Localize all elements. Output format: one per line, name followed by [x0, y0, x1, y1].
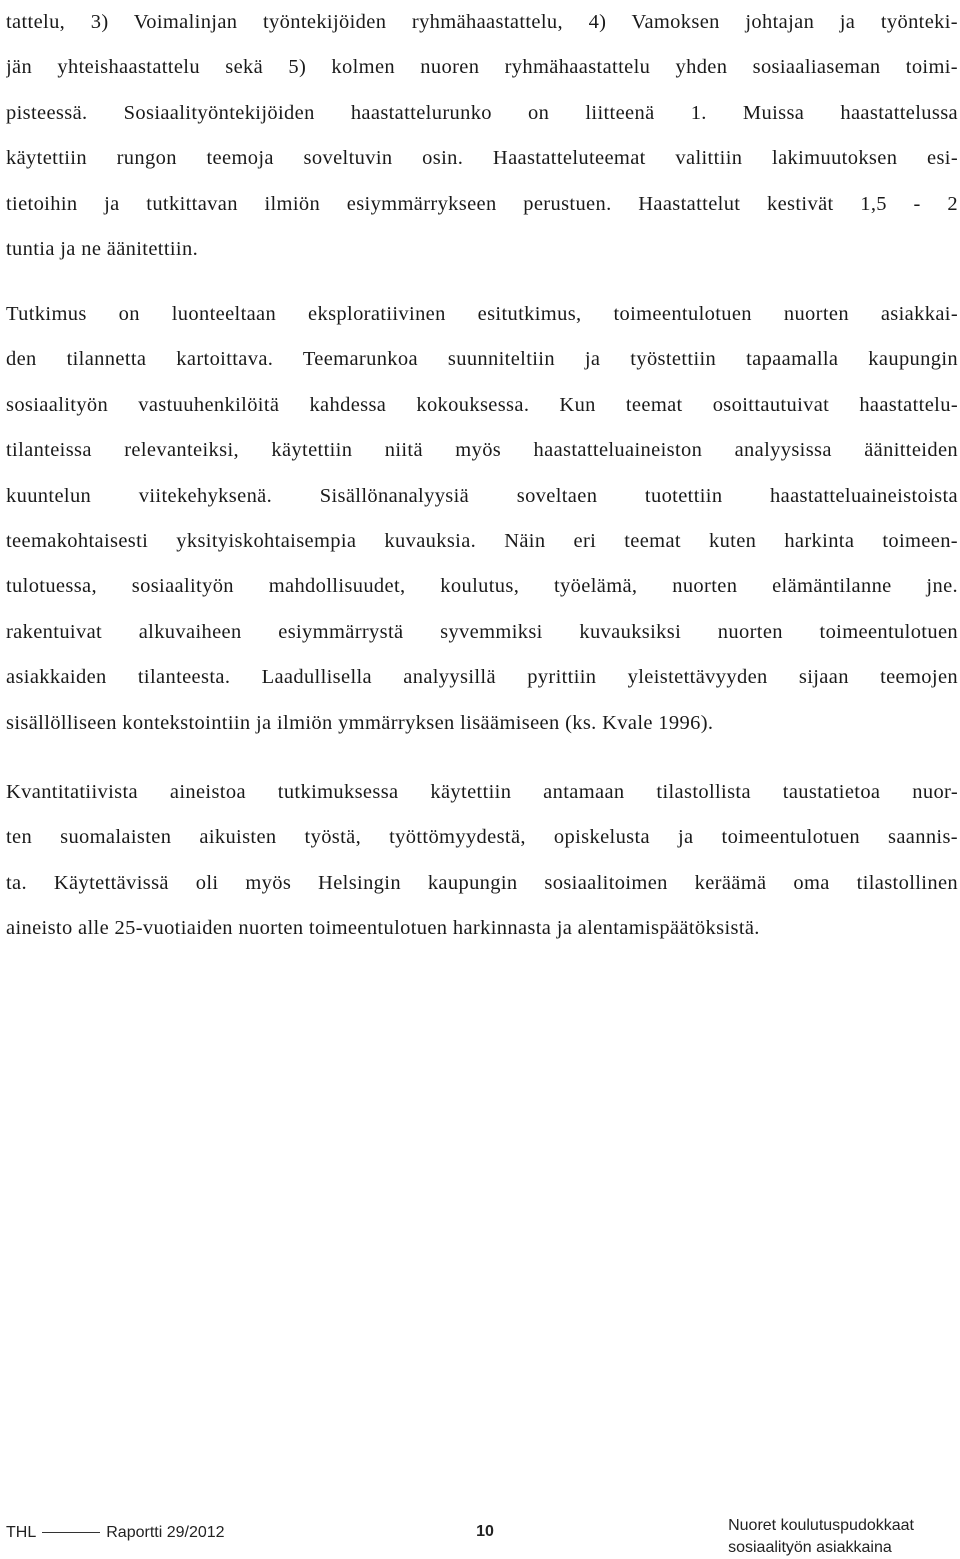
text-line: aineisto alle 25-vuotiaiden nuorten toimeentulotuen harkinnasta ja alentamispäätöksistä.	[6, 917, 760, 940]
footer-title-line-2: sosiaalityön asiakkaina	[728, 1539, 892, 1556]
footer-title-line-1: Nuoret koulutuspudokkaat	[728, 1517, 914, 1534]
footer-dash	[42, 1532, 100, 1533]
text-line: sosiaalityön vastuuhenkilöitä kahdessa kokouksessa. Kun teemat osoittautuivat haastattelu-	[6, 393, 958, 416]
paragraph-interviews	[6, 0, 958, 272]
text-line: ten suomalaisten aikuisten työstä, työttömyydestä, opiskelusta ja toimeentulotuen saannis-	[6, 826, 958, 849]
text-line: tulotuessa, sosiaalityön mahdollisuudet, koulutus, työelämä, nuorten elämäntilanne jne.	[6, 575, 958, 598]
text-line: pisteessä. Sosiaalityöntekijöiden haastattelurunko on liitteenä 1. Muissa haastattelussa	[6, 101, 958, 124]
text-line: tuntia ja ne äänitettiin.	[6, 237, 199, 260]
footer-title	[728, 1515, 914, 1559]
text-line: ta. Käytettävissä oli myös Helsingin kaupungin sosiaalitoimen keräämä oma tilastollinen	[6, 871, 958, 894]
text-line: käytettiin rungon teemoja soveltuvin osin. Haastatteluteemat valittiin lakimuutoksen esi-	[6, 147, 958, 170]
paragraph-quantitative	[6, 770, 958, 952]
page-footer	[0, 1503, 960, 1556]
text-line: rakentuivat alkuvaiheen esiymmärrystä syvemmiksi kuvauksiksi nuorten toimeentulotuen	[6, 620, 958, 643]
text-line: jän yhteishaastattelu sekä 5) kolmen nuoren ryhmähaastattelu yhden sosiaaliaseman toimi-	[6, 56, 958, 79]
footer-report-info	[6, 1524, 225, 1542]
text-line: tattelu, 3) Voimalinjan työntekijöiden ryhmähaastattelu, 4) Vamoksen johtajan ja työnteki-	[6, 11, 958, 33]
text-line: den tilannetta kartoittava. Teemarunkoa suunniteltiin ja työstettiin tapaamalla kaupungin	[6, 348, 958, 371]
text-line: teemakohtaisesti yksityiskohtaisempia kuvauksia. Näin eri teemat kuten harkinta toimeen-	[6, 529, 958, 552]
text-line: tilanteissa relevanteiksi, käytettiin niitä myös haastatteluaineiston analyysissa äänitteiden	[6, 439, 958, 462]
text-line: Tutkimus on luonteeltaan eksploratiivinen esitutkimus, toimeentulotuen nuorten asiakkai-	[6, 303, 958, 325]
footer-publisher: THL	[6, 1524, 37, 1541]
page-number: 10	[476, 1523, 494, 1540]
paragraph-method	[6, 292, 958, 746]
text-line: sisällölliseen kontekstointiin ja ilmiön ymmärryksen lisäämiseen (ks. Kvale 1996).	[6, 711, 714, 734]
text-line: Kvantitatiivista aineistoa tutkimuksessa käytettiin antamaan tilastollista taustatietoa nuor-	[6, 781, 958, 803]
text-line: tietoihin ja tutkittavan ilmiön esiymmärrykseen perustuen. Haastattelut kestivät 1,5 - 2	[6, 192, 958, 215]
footer-report: Raportti 29/2012	[106, 1524, 225, 1541]
text-line: asiakkaiden tilanteesta. Laadullisella analyysillä pyrittiin yleistettävyyden sijaan teemojen	[6, 666, 958, 689]
text-line: kuuntelun viitekehyksenä. Sisällönanalyysiä soveltaen tuotettiin haastatteluaineistoista	[6, 484, 958, 507]
